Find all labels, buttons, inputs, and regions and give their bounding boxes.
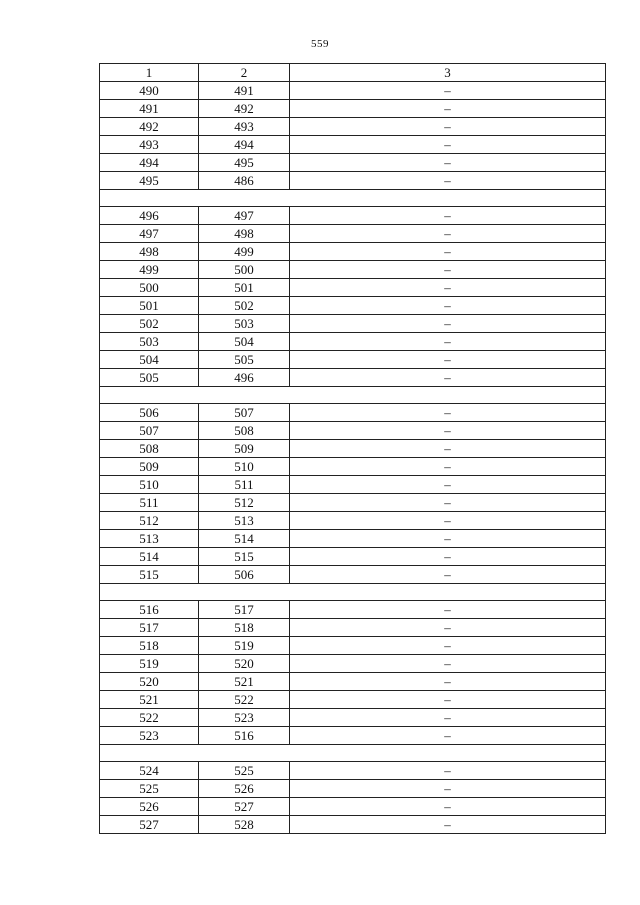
- table-cell-col-1: 509: [100, 458, 199, 476]
- table-cell-col-2: 512: [199, 494, 290, 512]
- table-cell-col-3: –: [290, 816, 606, 834]
- table-cell-col-3: –: [290, 727, 606, 745]
- table-row: [100, 369, 606, 387]
- page-number: 559: [311, 38, 329, 50]
- table-cell-col-3: –: [290, 172, 606, 190]
- table-cell-col-1: 514: [100, 548, 199, 566]
- table-cell-col-3: –: [290, 440, 606, 458]
- table-cell-col-3: –: [290, 225, 606, 243]
- table-row: [100, 315, 606, 333]
- table-cell-col-3: –: [290, 333, 606, 351]
- table-row: [100, 530, 606, 548]
- table-row: [100, 333, 606, 351]
- table-cell-col-3: –: [290, 297, 606, 315]
- table-cell-col-2: 506: [199, 566, 290, 584]
- table-cell-col-1: 523: [100, 727, 199, 745]
- table-row: [100, 798, 606, 816]
- group-separator-cell: [100, 387, 606, 404]
- table-row: [100, 548, 606, 566]
- table-cell-col-1: 491: [100, 100, 199, 118]
- table-cell-col-3: –: [290, 351, 606, 369]
- table-row: [100, 100, 606, 118]
- table-row: [100, 512, 606, 530]
- table-cell-col-2: 498: [199, 225, 290, 243]
- table-cell-col-1: 497: [100, 225, 199, 243]
- table-cell-col-2: 518: [199, 619, 290, 637]
- data-table: [99, 63, 606, 834]
- table-cell-col-1: 521: [100, 691, 199, 709]
- table-row: [100, 619, 606, 637]
- table-cell-col-2: 519: [199, 637, 290, 655]
- header-cell-2: 2: [199, 64, 290, 82]
- table-cell-col-2: 505: [199, 351, 290, 369]
- table-cell-col-1: 502: [100, 315, 199, 333]
- table-cell-col-3: –: [290, 476, 606, 494]
- table-row: [100, 566, 606, 584]
- table-cell-col-2: 514: [199, 530, 290, 548]
- table-cell-col-1: 525: [100, 780, 199, 798]
- table-cell-col-3: –: [290, 82, 606, 100]
- table-cell-col-2: 499: [199, 243, 290, 261]
- table-row: [100, 172, 606, 190]
- table-cell-col-1: 518: [100, 637, 199, 655]
- table-row: [100, 458, 606, 476]
- table-row: [100, 297, 606, 315]
- table-cell-col-3: –: [290, 601, 606, 619]
- table-cell-col-2: 517: [199, 601, 290, 619]
- table-body: [100, 64, 606, 834]
- table-cell-col-3: –: [290, 154, 606, 172]
- table-cell-col-1: 498: [100, 243, 199, 261]
- table-cell-col-3: –: [290, 673, 606, 691]
- table-cell-col-2: 509: [199, 440, 290, 458]
- table-cell-col-1: 516: [100, 601, 199, 619]
- table-row: [100, 816, 606, 834]
- group-separator-row: [100, 745, 606, 762]
- table-cell-col-2: 526: [199, 780, 290, 798]
- table-cell-col-1: 522: [100, 709, 199, 727]
- header-cell-1: 1: [100, 64, 199, 82]
- table-cell-col-2: 496: [199, 369, 290, 387]
- table-cell-col-3: –: [290, 494, 606, 512]
- table-row: [100, 136, 606, 154]
- table-cell-col-1: 500: [100, 279, 199, 297]
- table-cell-col-1: 517: [100, 619, 199, 637]
- table-row: [100, 207, 606, 225]
- table-cell-col-2: 500: [199, 261, 290, 279]
- table-cell-col-1: 490: [100, 82, 199, 100]
- table-row: [100, 655, 606, 673]
- table-cell-col-1: 499: [100, 261, 199, 279]
- table-cell-col-2: 520: [199, 655, 290, 673]
- table-cell-col-1: 503: [100, 333, 199, 351]
- table-cell-col-3: –: [290, 315, 606, 333]
- table-cell-col-3: –: [290, 566, 606, 584]
- table-cell-col-1: 513: [100, 530, 199, 548]
- table-row: [100, 762, 606, 780]
- group-separator-cell: [100, 584, 606, 601]
- table-cell-col-1: 506: [100, 404, 199, 422]
- table-row: [100, 727, 606, 745]
- group-separator-cell: [100, 190, 606, 207]
- table-cell-col-2: 528: [199, 816, 290, 834]
- table-cell-col-1: 526: [100, 798, 199, 816]
- table-cell-col-1: 527: [100, 816, 199, 834]
- table-cell-col-1: 512: [100, 512, 199, 530]
- table-cell-col-2: 486: [199, 172, 290, 190]
- table-cell-col-2: 495: [199, 154, 290, 172]
- table-cell-col-2: 513: [199, 512, 290, 530]
- table-cell-col-1: 495: [100, 172, 199, 190]
- table-cell-col-3: –: [290, 548, 606, 566]
- table-row: [100, 691, 606, 709]
- table-row: [100, 118, 606, 136]
- table-row: [100, 780, 606, 798]
- table-cell-col-2: 527: [199, 798, 290, 816]
- table-cell-col-2: 521: [199, 673, 290, 691]
- table-cell-col-3: –: [290, 136, 606, 154]
- table-cell-col-3: –: [290, 118, 606, 136]
- table-cell-col-3: –: [290, 512, 606, 530]
- table-cell-col-1: 504: [100, 351, 199, 369]
- table-cell-col-1: 494: [100, 154, 199, 172]
- table-cell-col-3: –: [290, 207, 606, 225]
- table-cell-col-2: 515: [199, 548, 290, 566]
- group-separator-row: [100, 387, 606, 404]
- table-row: [100, 476, 606, 494]
- table-cell-col-2: 504: [199, 333, 290, 351]
- table-cell-col-3: –: [290, 369, 606, 387]
- table-cell-col-2: 516: [199, 727, 290, 745]
- table-cell-col-2: 507: [199, 404, 290, 422]
- header-cell-3: 3: [290, 64, 606, 82]
- table-cell-col-2: 511: [199, 476, 290, 494]
- table-cell-col-3: –: [290, 422, 606, 440]
- group-separator-cell: [100, 745, 606, 762]
- table-cell-col-1: 511: [100, 494, 199, 512]
- table-cell-col-3: –: [290, 691, 606, 709]
- table-cell-col-2: 508: [199, 422, 290, 440]
- table-row: [100, 82, 606, 100]
- table-cell-col-3: –: [290, 655, 606, 673]
- table-cell-col-2: 492: [199, 100, 290, 118]
- table-cell-col-3: –: [290, 798, 606, 816]
- table-cell-col-2: 491: [199, 82, 290, 100]
- table-row: [100, 261, 606, 279]
- table-cell-col-3: –: [290, 261, 606, 279]
- table-row: [100, 243, 606, 261]
- table-cell-col-3: –: [290, 619, 606, 637]
- table-cell-col-3: –: [290, 100, 606, 118]
- table-row: [100, 601, 606, 619]
- table-cell-col-1: 524: [100, 762, 199, 780]
- table-cell-col-2: 497: [199, 207, 290, 225]
- table-row: [100, 673, 606, 691]
- table-cell-col-1: 515: [100, 566, 199, 584]
- table-cell-col-2: 523: [199, 709, 290, 727]
- table-cell-col-1: 507: [100, 422, 199, 440]
- table-cell-col-2: 510: [199, 458, 290, 476]
- table-row: [100, 225, 606, 243]
- table-cell-col-1: 505: [100, 369, 199, 387]
- table-cell-col-2: 522: [199, 691, 290, 709]
- table-cell-col-2: 502: [199, 297, 290, 315]
- table-cell-col-1: 501: [100, 297, 199, 315]
- table-cell-col-3: –: [290, 709, 606, 727]
- table-header-row: [100, 64, 606, 82]
- group-separator-row: [100, 190, 606, 207]
- group-separator-row: [100, 584, 606, 601]
- table-cell-col-3: –: [290, 279, 606, 297]
- table-cell-col-2: 494: [199, 136, 290, 154]
- table-row: [100, 404, 606, 422]
- table-cell-col-3: –: [290, 530, 606, 548]
- table-cell-col-1: 492: [100, 118, 199, 136]
- table-cell-col-2: 525: [199, 762, 290, 780]
- table-cell-col-1: 508: [100, 440, 199, 458]
- table-cell-col-3: –: [290, 780, 606, 798]
- table-cell-col-2: 503: [199, 315, 290, 333]
- table-row: [100, 279, 606, 297]
- table-cell-col-3: –: [290, 243, 606, 261]
- table-cell-col-3: –: [290, 404, 606, 422]
- table-cell-col-1: 496: [100, 207, 199, 225]
- table-row: [100, 494, 606, 512]
- table-cell-col-2: 493: [199, 118, 290, 136]
- table-cell-col-1: 493: [100, 136, 199, 154]
- table-row: [100, 637, 606, 655]
- table-row: [100, 709, 606, 727]
- table-row: [100, 440, 606, 458]
- table-cell-col-1: 520: [100, 673, 199, 691]
- table-cell-col-3: –: [290, 637, 606, 655]
- table-row: [100, 154, 606, 172]
- table-cell-col-3: –: [290, 458, 606, 476]
- table-cell-col-1: 510: [100, 476, 199, 494]
- table-cell-col-3: –: [290, 762, 606, 780]
- table-row: [100, 422, 606, 440]
- table-cell-col-2: 501: [199, 279, 290, 297]
- table-row: [100, 351, 606, 369]
- table-cell-col-1: 519: [100, 655, 199, 673]
